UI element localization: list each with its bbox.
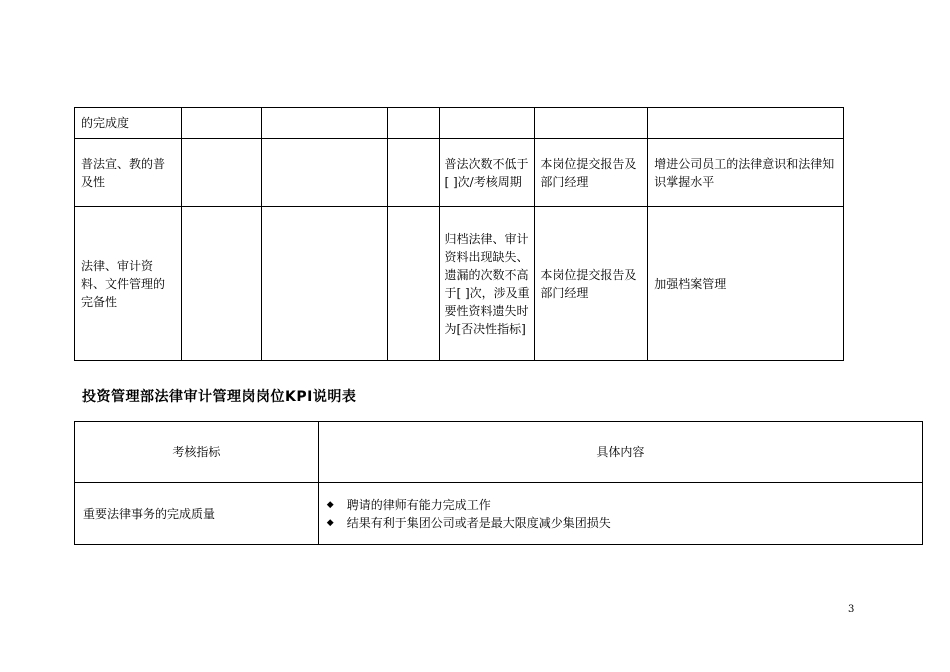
kpi-description-table	[74, 421, 923, 545]
bullet-text: 聘请的律师有能力完成工作	[346, 497, 491, 512]
empty-cell	[387, 207, 440, 361]
empty-cell	[387, 108, 440, 139]
purpose-cell: 增进公司员工的法律意识和法律知识掌握水平	[648, 139, 844, 207]
standard-cell: 归档法律、审计资料出现缺失、遗漏的次数不高于[ ]次，涉及重要性资料遗失时为[否决性指标]	[440, 207, 535, 361]
empty-cell	[261, 139, 387, 207]
table-row	[75, 139, 844, 207]
indicator-cell: 法律、审计资料、文件管理的完备性	[75, 207, 182, 361]
data-source-cell	[535, 108, 648, 139]
data-source-cell: 本岗位提交报告及部门经理	[535, 207, 648, 361]
empty-cell	[181, 139, 261, 207]
table-header-row	[75, 422, 923, 483]
diamond-bullet-icon: ◆	[326, 517, 334, 528]
empty-cell	[181, 108, 261, 139]
diamond-bullet-icon: ◆	[326, 499, 334, 510]
data-source-cell: 本岗位提交报告及部门经理	[535, 139, 648, 207]
standard-cell: 普法次数不低于[ ]次/考核周期	[440, 139, 535, 207]
empty-cell	[387, 139, 440, 207]
indicator-cell: 重要法律事务的完成质量	[75, 483, 319, 545]
empty-cell	[181, 207, 261, 361]
section-title: 投资管理部法律审计管理岗岗位KPI说明表	[82, 389, 357, 405]
table-row	[75, 207, 844, 361]
table-row	[75, 483, 923, 545]
bullet-item	[327, 514, 922, 532]
purpose-cell: 加强档案管理	[648, 207, 844, 361]
indicator-cell: 普法宣、教的普及性	[75, 139, 182, 207]
empty-cell	[261, 207, 387, 361]
empty-cell	[261, 108, 387, 139]
content-cell	[318, 483, 922, 545]
header-content: 具体内容	[318, 422, 922, 483]
page-number: 3	[848, 604, 855, 615]
kpi-detail-table-continued	[74, 107, 844, 361]
header-indicator: 考核指标	[75, 422, 319, 483]
standard-cell	[440, 108, 535, 139]
purpose-cell	[648, 108, 844, 139]
bullet-text: 结果有利于集团公司或者是最大限度减少集团损失	[346, 515, 611, 530]
table-row	[75, 108, 844, 139]
indicator-cell: 的完成度	[75, 108, 182, 139]
bullet-item	[327, 496, 922, 514]
